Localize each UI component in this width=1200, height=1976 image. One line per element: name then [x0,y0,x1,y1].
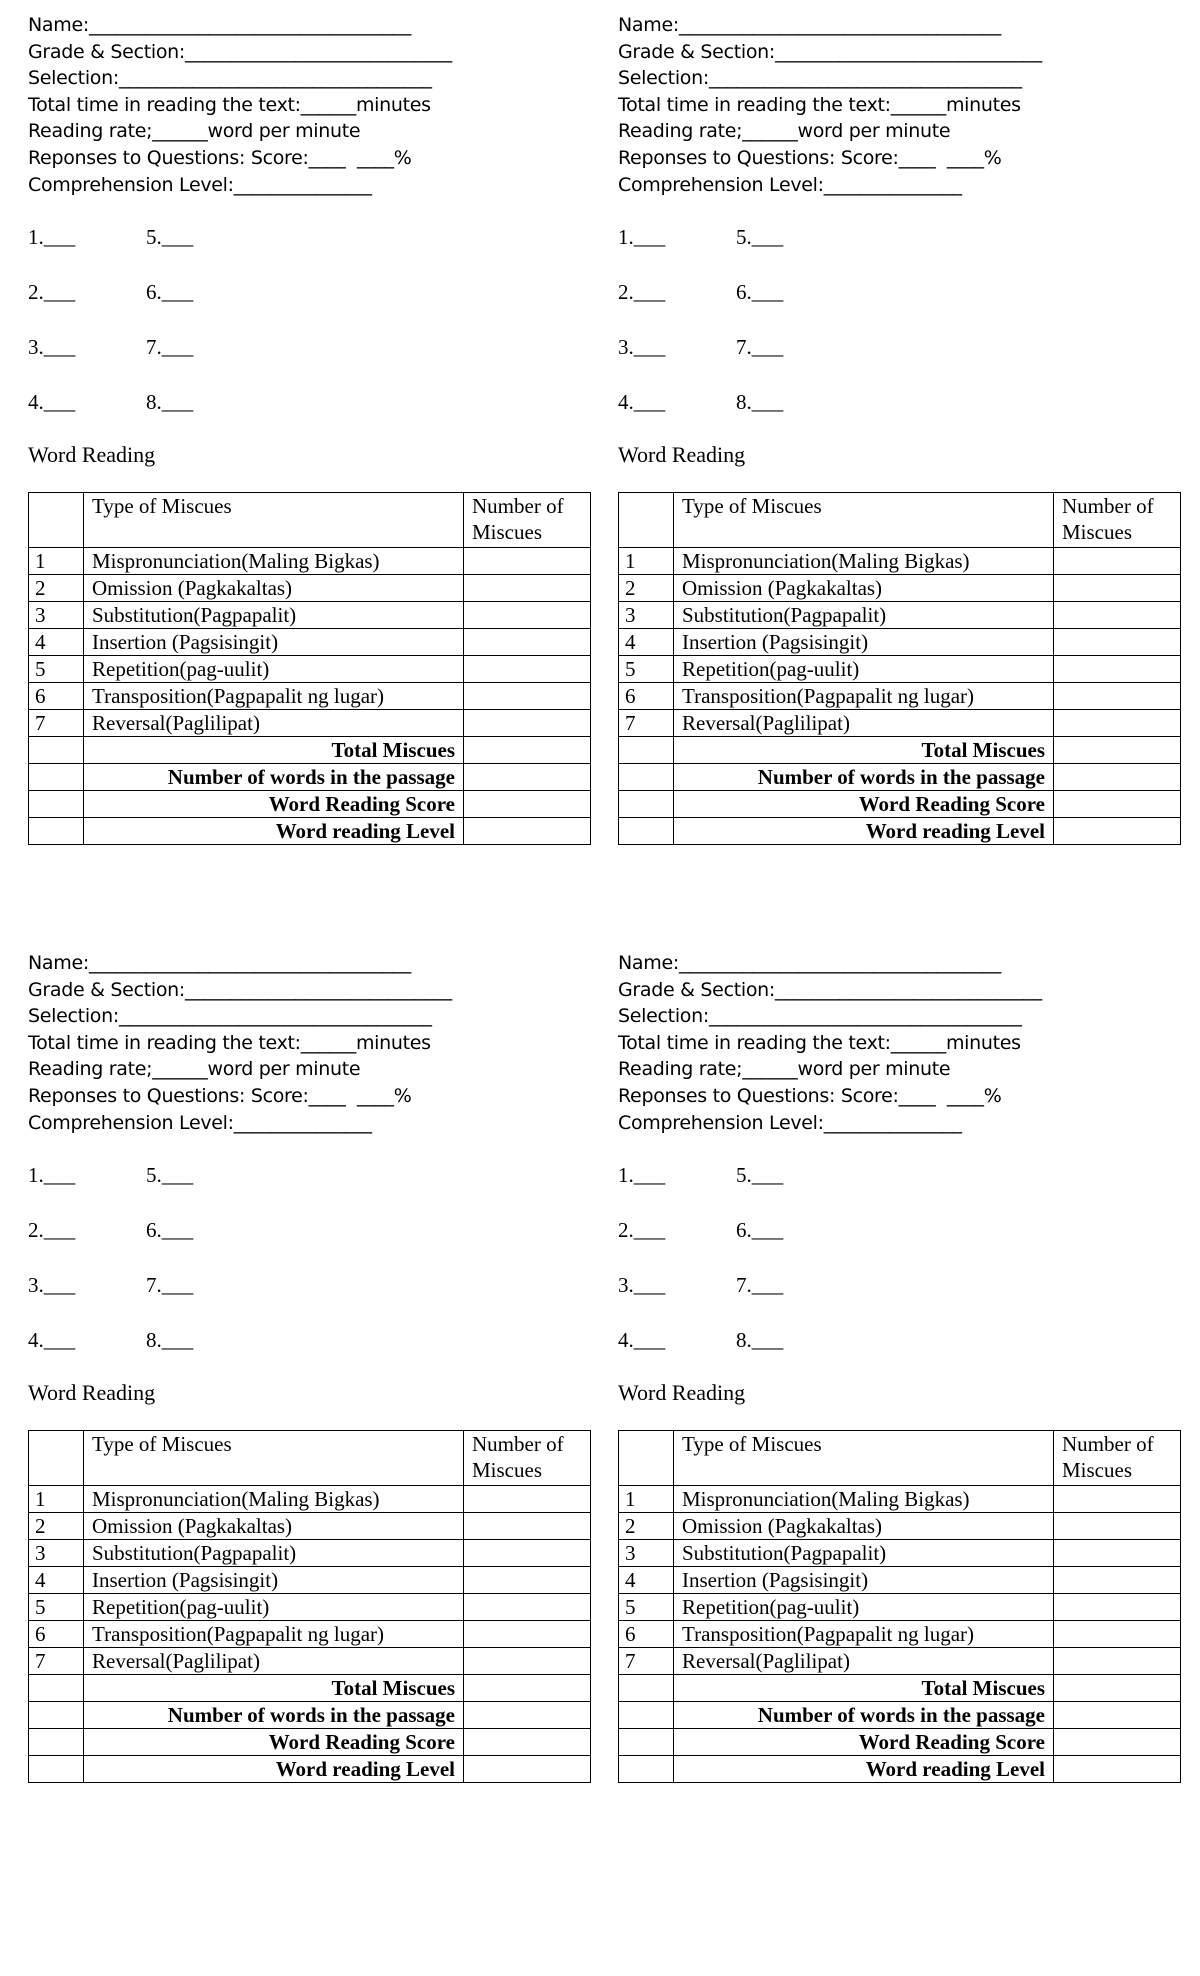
empty-cell [29,764,84,791]
miscues-table [618,492,1181,845]
comprehension-level-field[interactable]: Comprehension Level:_______________ [28,173,372,196]
table-row [619,1486,1181,1513]
summary-label: Word reading Level [84,818,464,845]
name-field[interactable]: Name:___________________________________ [28,14,411,36]
miscue-count-cell[interactable] [1054,548,1181,575]
answer-blank[interactable]: 7.___ [146,335,194,360]
header-number-cell [619,1431,674,1486]
summary-row [619,737,1181,764]
empty-cell [29,1675,84,1702]
summary-row [619,1729,1181,1756]
summary-value-cell[interactable] [1054,1702,1181,1729]
empty-cell [619,764,674,791]
summary-row [29,1702,591,1729]
miscue-type: Mispronunciation(Maling Bigkas) [674,548,1054,575]
answer-blank[interactable]: 7.___ [146,1273,194,1298]
miscue-count-cell[interactable] [464,683,591,710]
miscue-count-cell[interactable] [464,575,591,602]
answer-row [28,335,598,390]
table-row [29,1486,591,1513]
miscue-type: Omission (Pagkakaltas) [84,575,464,602]
summary-label: Total Miscues [84,737,464,764]
table-row [29,1567,591,1594]
assessment-form [28,950,598,1783]
row-number: 5 [29,1594,84,1621]
miscue-count-cell[interactable] [1054,1567,1181,1594]
summary-label: Total Miscues [84,1675,464,1702]
summary-row [619,1675,1181,1702]
empty-cell [29,737,84,764]
miscue-count-cell[interactable] [1054,710,1181,737]
summary-row [29,791,591,818]
summary-row [29,1756,591,1783]
answer-row [618,335,1188,390]
reading-rate-field[interactable]: Reading rate;______word per minute [618,120,951,143]
empty-cell [29,791,84,818]
row-number: 6 [619,683,674,710]
row-number: 6 [619,1621,674,1648]
row-number: 3 [29,1540,84,1567]
empty-cell [29,1729,84,1756]
miscue-type: Insertion (Pagsisingit) [84,1567,464,1594]
header-number-cell [29,1431,84,1486]
answer-row [618,225,1188,280]
row-number: 4 [29,1567,84,1594]
summary-label: Number of words in the passage [84,764,464,791]
answer-blank[interactable]: 4.___ [28,390,76,415]
name-field[interactable]: Name:___________________________________ [618,14,1001,36]
summary-value-cell[interactable] [464,764,591,791]
row-number: 5 [619,1594,674,1621]
row-number: 1 [619,548,674,575]
name-field[interactable]: Name:___________________________________ [28,952,411,974]
miscue-count-cell[interactable] [464,1513,591,1540]
reading-rate-field[interactable]: Reading rate;______word per minute [28,1058,361,1081]
responses-score-field[interactable]: Reponses to Questions: Score:____ ____% [28,146,412,169]
summary-row [29,764,591,791]
miscue-count-cell[interactable] [1054,1513,1181,1540]
student-info [28,950,598,1136]
summary-label: Word Reading Score [674,1729,1054,1756]
miscues-table [28,492,591,845]
responses-score-field[interactable]: Reponses to Questions: Score:____ ____% [618,146,1002,169]
answer-blank[interactable]: 1.___ [28,1163,76,1188]
answer-row [28,1328,598,1383]
header-type-of-miscues: Type of Miscues [84,493,464,548]
summary-label: Word reading Level [674,818,1054,845]
answer-blank[interactable]: 5.___ [736,1163,784,1188]
summary-label: Number of words in the passage [674,1702,1054,1729]
miscue-count-cell[interactable] [1054,602,1181,629]
row-number: 5 [619,656,674,683]
summary-value-cell[interactable] [1054,791,1181,818]
reading-time-field[interactable]: Total time in reading the text:______minutes [28,93,431,116]
reading-time-field[interactable]: Total time in reading the text:______minutes [618,93,1021,116]
header-number-of-miscues: Number of Miscues [464,1431,591,1486]
responses-score-field[interactable]: Reponses to Questions: Score:____ ____% [618,1084,1002,1107]
answer-blank[interactable]: 1.___ [618,1163,666,1188]
answer-blank[interactable]: 3.___ [618,335,666,360]
answer-blank[interactable]: 3.___ [28,335,76,360]
miscue-type: Mispronunciation(Maling Bigkas) [84,1486,464,1513]
answer-blank[interactable]: 4.___ [28,1328,76,1353]
student-info [618,950,1188,1136]
answer-blank[interactable]: 1.___ [618,225,666,250]
miscue-type: Transposition(Pagpapalit ng lugar) [674,1621,1054,1648]
summary-value-cell[interactable] [1054,737,1181,764]
miscue-type: Reversal(Paglilipat) [84,1648,464,1675]
row-number: 1 [619,1486,674,1513]
miscue-type: Insertion (Pagsisingit) [674,1567,1054,1594]
answer-blanks [28,1163,598,1383]
answer-blank[interactable]: 8.___ [736,390,784,415]
answer-blank[interactable]: 4.___ [618,390,666,415]
summary-label: Total Miscues [674,1675,1054,1702]
table-header-row [29,1431,591,1486]
summary-value-cell[interactable] [1054,1675,1181,1702]
comprehension-level-field[interactable]: Comprehension Level:_______________ [618,1111,962,1134]
summary-label: Word Reading Score [84,791,464,818]
comprehension-level-field[interactable]: Comprehension Level:_______________ [618,173,962,196]
miscue-count-cell[interactable] [464,548,591,575]
miscue-type: Omission (Pagkakaltas) [674,575,1054,602]
summary-value-cell[interactable] [464,1756,591,1783]
miscue-type: Substitution(Pagpapalit) [674,602,1054,629]
summary-row [619,1756,1181,1783]
grade-section-field[interactable]: Grade & Section:_____________________________ [28,978,452,1001]
miscues-table [28,1430,591,1783]
summary-row [619,818,1181,845]
answer-row [618,1163,1188,1218]
assessment-form [618,950,1188,1783]
answer-row [618,390,1188,445]
table-header-row [619,493,1181,548]
table-row [29,656,591,683]
answer-row [28,390,598,445]
empty-cell [619,1675,674,1702]
header-type-of-miscues: Type of Miscues [84,1431,464,1486]
reading-time-field[interactable]: Total time in reading the text:______minutes [618,1031,1021,1054]
miscue-count-cell[interactable] [1054,683,1181,710]
answer-blank[interactable]: 6.___ [736,1218,784,1243]
assessment-form [28,12,598,845]
answer-blank[interactable]: 7.___ [736,1273,784,1298]
row-number: 1 [29,1486,84,1513]
answer-blank[interactable]: 8.___ [736,1328,784,1353]
table-row [619,629,1181,656]
answer-blank[interactable]: 3.___ [618,1273,666,1298]
assessment-form [618,12,1188,845]
table-row [29,1513,591,1540]
header-number-of-miscues: Number of Miscues [464,493,591,548]
miscue-count-cell[interactable] [464,1648,591,1675]
header-number-cell [619,493,674,548]
summary-label: Total Miscues [674,737,1054,764]
word-reading-title: Word Reading [618,1380,746,1406]
miscue-type: Transposition(Pagpapalit ng lugar) [84,1621,464,1648]
miscue-count-cell[interactable] [464,1486,591,1513]
miscue-type: Repetition(pag-uulit) [674,1594,1054,1621]
miscue-count-cell[interactable] [1054,629,1181,656]
miscue-type: Insertion (Pagsisingit) [674,629,1054,656]
row-number: 7 [29,710,84,737]
header-number-cell [29,493,84,548]
miscue-type: Mispronunciation(Maling Bigkas) [674,1486,1054,1513]
word-reading-title: Word Reading [28,1380,156,1406]
miscue-type: Repetition(pag-uulit) [84,1594,464,1621]
miscue-count-cell[interactable] [464,710,591,737]
row-number: 2 [619,1513,674,1540]
selection-field[interactable]: Selection:__________________________________ [618,67,1022,90]
miscue-type: Reversal(Paglilipat) [674,1648,1054,1675]
empty-cell [29,1702,84,1729]
answer-row [28,280,598,335]
row-number: 2 [29,1513,84,1540]
row-number: 5 [29,656,84,683]
answer-row [28,225,598,280]
miscue-count-cell[interactable] [464,656,591,683]
summary-value-cell[interactable] [1054,764,1181,791]
table-row [619,1567,1181,1594]
miscue-count-cell[interactable] [464,1567,591,1594]
row-number: 4 [29,629,84,656]
table-row [29,1648,591,1675]
miscue-count-cell[interactable] [464,1540,591,1567]
miscue-count-cell[interactable] [1054,1594,1181,1621]
answer-blanks [618,1163,1188,1383]
miscue-type: Substitution(Pagpapalit) [84,1540,464,1567]
empty-cell [29,1756,84,1783]
answer-blank[interactable]: 7.___ [736,335,784,360]
summary-row [29,737,591,764]
empty-cell [619,1756,674,1783]
answer-blank[interactable]: 8.___ [146,390,194,415]
grade-section-field[interactable]: Grade & Section:_____________________________ [618,978,1042,1001]
summary-row [619,791,1181,818]
grade-section-field[interactable]: Grade & Section:_____________________________ [618,40,1042,63]
table-row [619,710,1181,737]
table-header-row [619,1431,1181,1486]
summary-value-cell[interactable] [464,791,591,818]
row-number: 7 [29,1648,84,1675]
header-type-of-miscues: Type of Miscues [674,1431,1054,1486]
row-number: 3 [619,1540,674,1567]
empty-cell [619,818,674,845]
answer-blank[interactable]: 1.___ [28,225,76,250]
word-reading-title: Word Reading [618,442,746,468]
table-row [29,710,591,737]
row-number: 2 [29,575,84,602]
miscue-type: Insertion (Pagsisingit) [84,629,464,656]
reading-time-field[interactable]: Total time in reading the text:______minutes [28,1031,431,1054]
table-row [619,1513,1181,1540]
table-row [29,1594,591,1621]
miscue-type: Repetition(pag-uulit) [674,656,1054,683]
miscue-count-cell[interactable] [1054,1540,1181,1567]
summary-row [29,818,591,845]
summary-value-cell[interactable] [464,1702,591,1729]
header-number-of-miscues: Number of Miscues [1054,493,1181,548]
miscue-type: Reversal(Paglilipat) [84,710,464,737]
header-number-of-miscues: Number of Miscues [1054,1431,1181,1486]
answer-blank[interactable]: 3.___ [28,1273,76,1298]
miscue-count-cell[interactable] [1054,1621,1181,1648]
answer-row [618,1273,1188,1328]
table-row [619,1594,1181,1621]
student-info [28,12,598,198]
answer-blank[interactable]: 8.___ [146,1328,194,1353]
miscue-type: Substitution(Pagpapalit) [84,602,464,629]
name-field[interactable]: Name:___________________________________ [618,952,1001,974]
answer-blank[interactable]: 6.___ [146,1218,194,1243]
answer-blank[interactable]: 4.___ [618,1328,666,1353]
word-reading-title: Word Reading [28,442,156,468]
reading-rate-field[interactable]: Reading rate;______word per minute [618,1058,951,1081]
miscue-count-cell[interactable] [1054,656,1181,683]
empty-cell [619,791,674,818]
selection-field[interactable]: Selection:__________________________________ [618,1005,1022,1028]
miscue-count-cell[interactable] [1054,1648,1181,1675]
answer-blank[interactable]: 6.___ [146,280,194,305]
miscue-type: Substitution(Pagpapalit) [674,1540,1054,1567]
selection-field[interactable]: Selection:__________________________________ [28,1005,432,1028]
table-row [619,1540,1181,1567]
answer-blank[interactable]: 2.___ [28,1218,76,1243]
miscue-type: Transposition(Pagpapalit ng lugar) [674,683,1054,710]
summary-value-cell[interactable] [1054,1729,1181,1756]
empty-cell [619,737,674,764]
responses-score-field[interactable]: Reponses to Questions: Score:____ ____% [28,1084,412,1107]
reading-rate-field[interactable]: Reading rate;______word per minute [28,120,361,143]
table-row [29,1621,591,1648]
table-row [29,602,591,629]
table-row [619,1621,1181,1648]
grade-section-field[interactable]: Grade & Section:_____________________________ [28,40,452,63]
miscue-type: Repetition(pag-uulit) [84,656,464,683]
miscue-type: Transposition(Pagpapalit ng lugar) [84,683,464,710]
table-header-row [29,493,591,548]
summary-row [29,1675,591,1702]
answer-row [618,1328,1188,1383]
summary-label: Number of words in the passage [84,1702,464,1729]
miscue-count-cell[interactable] [464,629,591,656]
answer-blank[interactable]: 5.___ [736,225,784,250]
row-number: 1 [29,548,84,575]
header-type-of-miscues: Type of Miscues [674,493,1054,548]
answer-blank[interactable]: 2.___ [618,280,666,305]
empty-cell [29,818,84,845]
answer-row [618,1218,1188,1273]
row-number: 3 [29,602,84,629]
summary-value-cell[interactable] [464,1729,591,1756]
table-row [619,602,1181,629]
answer-blanks [618,225,1188,445]
miscue-count-cell[interactable] [464,602,591,629]
summary-label: Word Reading Score [674,791,1054,818]
miscue-type: Reversal(Paglilipat) [674,710,1054,737]
answer-row [618,280,1188,335]
summary-value-cell[interactable] [464,1675,591,1702]
summary-label: Word reading Level [84,1756,464,1783]
empty-cell [619,1729,674,1756]
row-number: 3 [619,602,674,629]
answer-row [28,1273,598,1328]
answer-blank[interactable]: 5.___ [146,1163,194,1188]
miscue-count-cell[interactable] [464,1621,591,1648]
miscue-type: Omission (Pagkakaltas) [84,1513,464,1540]
answer-blanks [28,225,598,445]
row-number: 6 [29,1621,84,1648]
table-row [29,575,591,602]
summary-value-cell[interactable] [1054,818,1181,845]
table-row [29,1540,591,1567]
answer-row [28,1163,598,1218]
miscue-count-cell[interactable] [464,1594,591,1621]
miscue-type: Omission (Pagkakaltas) [674,1513,1054,1540]
summary-value-cell[interactable] [464,818,591,845]
answer-row [28,1218,598,1273]
table-row [619,656,1181,683]
miscue-count-cell[interactable] [1054,575,1181,602]
table-row [29,548,591,575]
student-info [618,12,1188,198]
row-number: 7 [619,1648,674,1675]
row-number: 4 [619,629,674,656]
table-row [619,683,1181,710]
miscue-type: Mispronunciation(Maling Bigkas) [84,548,464,575]
summary-label: Word reading Level [674,1756,1054,1783]
summary-row [619,764,1181,791]
table-row [619,548,1181,575]
summary-label: Number of words in the passage [674,764,1054,791]
summary-row [29,1729,591,1756]
summary-label: Word Reading Score [84,1729,464,1756]
comprehension-level-field[interactable]: Comprehension Level:_______________ [28,1111,372,1134]
answer-blank[interactable]: 2.___ [28,280,76,305]
table-row [619,575,1181,602]
empty-cell [619,1702,674,1729]
answer-blank[interactable]: 6.___ [736,280,784,305]
answer-blank[interactable]: 2.___ [618,1218,666,1243]
row-number: 2 [619,575,674,602]
table-row [29,629,591,656]
table-row [619,1648,1181,1675]
answer-blank[interactable]: 5.___ [146,225,194,250]
table-row [29,683,591,710]
miscues-table [618,1430,1181,1783]
row-number: 4 [619,1567,674,1594]
summary-value-cell[interactable] [464,737,591,764]
miscue-count-cell[interactable] [1054,1486,1181,1513]
summary-value-cell[interactable] [1054,1756,1181,1783]
summary-row [619,1702,1181,1729]
selection-field[interactable]: Selection:__________________________________ [28,67,432,90]
row-number: 6 [29,683,84,710]
row-number: 7 [619,710,674,737]
